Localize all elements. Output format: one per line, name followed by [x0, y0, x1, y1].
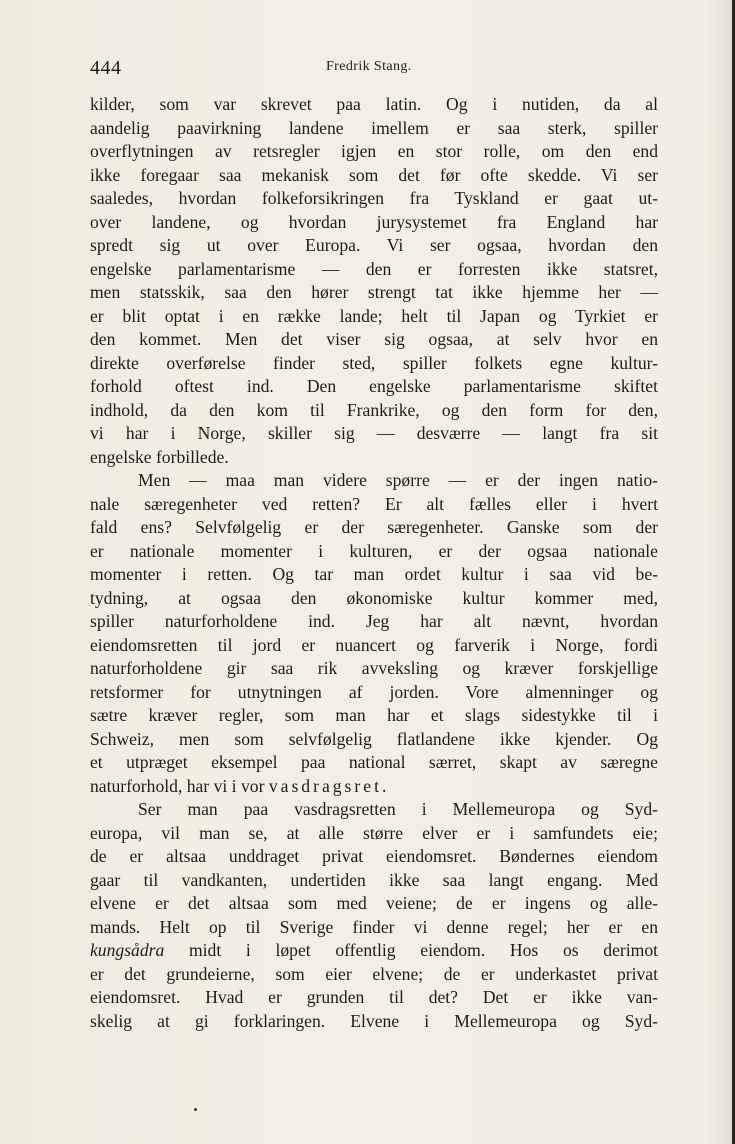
line-text: den kommet. Men det viser sig ogsaa, at selv hvor en	[90, 329, 658, 349]
text-line	[90, 563, 658, 587]
text-line	[90, 610, 658, 634]
line-text: spredt sig ut over Europa. Vi ser ogsaa, hvordan den	[90, 235, 658, 255]
text-line	[90, 422, 658, 446]
text-line	[90, 845, 658, 869]
text-line	[90, 258, 658, 282]
line-text: midt i løpet offentlig eiendom. Hos os derimot	[188, 940, 658, 960]
text-line	[90, 963, 658, 987]
line-text: naturforhold, har vi i vor	[90, 775, 265, 796]
text-line	[90, 775, 658, 799]
line-text: men statsskik, saa den hører strengt tat ikke hjemme her —	[90, 282, 658, 302]
page-number: 444	[90, 57, 122, 79]
line-text: tydning, at ogsaa den økonomiske kultur kommer med,	[90, 587, 658, 608]
line-text: Ser man paa vasdragsretten i Mellemeuropa og Syd-	[138, 799, 658, 819]
text-line	[90, 798, 658, 822]
line-text: vi har i Norge, skiller sig — desværre — langt fra sit	[90, 423, 658, 443]
ink-speck	[194, 1108, 197, 1111]
line-text: eiendomsret. Hvad er grunden til det? Det er ikke van-	[90, 987, 658, 1007]
text-line	[90, 822, 658, 846]
line-text: skelig at gi forklaringen. Elvene i Mellemeuropa og Syd-	[90, 1010, 658, 1031]
line-text: er det grundeierne, som eier elvene; de er underkastet privat	[90, 963, 658, 984]
text-line	[90, 399, 658, 423]
text-line	[90, 540, 658, 564]
text-line	[90, 352, 658, 376]
spaced-term: vasdragsret.	[268, 775, 390, 796]
text-line	[90, 187, 658, 211]
line-text: engelske parlamentarisme — den er forresten ikke statsret,	[90, 258, 658, 279]
line-text: fald ens? Selvfølgelig er der særegenheter. Ganske som der	[90, 517, 658, 537]
text-line	[90, 281, 658, 305]
text-line	[90, 1010, 658, 1034]
text-line	[90, 117, 658, 141]
line-text: er nationale momenter i kulturen, er der ogsaa nationale	[90, 540, 658, 561]
line-text: saaledes, hvordan folkeforsikringen fra Tyskland er gaat ut-	[90, 188, 658, 208]
text-line	[90, 986, 658, 1010]
text-line	[90, 681, 658, 705]
page-header	[90, 54, 643, 84]
line-text: overflytningen av retsregler igjen en stor rolle, om den end	[90, 141, 658, 161]
text-line	[90, 704, 658, 728]
text-line	[90, 469, 658, 493]
line-text: sætre kræver regler, som man har et slags sidestykke til i	[90, 705, 658, 725]
text-line	[90, 446, 658, 470]
line-text: et utpræget eksempel paa national særret, skapt av særegne	[90, 752, 658, 772]
italic-term: kungsådra	[90, 940, 165, 960]
text-line	[90, 140, 658, 164]
line-text: forhold oftest ind. Den engelske parlamentarisme skiftet	[90, 376, 658, 396]
body-text	[90, 93, 658, 1033]
line-text: Men — maa man videre spørre — er der ingen natio-	[138, 470, 658, 490]
text-line	[90, 93, 658, 117]
text-line	[90, 939, 658, 963]
text-line	[90, 728, 658, 752]
line-text: indhold, da den kom til Frankrike, og den form for den,	[90, 399, 658, 420]
line-text: nale særegenheter ved retten? Er alt fælles eller i hvert	[90, 493, 658, 514]
line-text: over landene, og hvordan jurysystemet fra England har	[90, 211, 658, 232]
text-line	[90, 211, 658, 235]
line-text: momenter i retten. Og tar man ordet kultur i saa vid be-	[90, 564, 658, 584]
text-line	[90, 751, 658, 775]
text-line	[90, 634, 658, 658]
text-line	[90, 892, 658, 916]
line-text: elvene er det altsaa som med veiene; de er ingens og alle-	[90, 893, 658, 913]
line-text: retsformer for utnytningen af jorden. Vore almenninger og	[90, 681, 658, 702]
text-line	[90, 516, 658, 540]
line-text: er blit optat i en række lande; helt til Japan og Tyrkiet er	[90, 305, 658, 326]
line-text: ikke foregaar saa mekanisk som det før ofte skedde. Vi ser	[90, 164, 658, 185]
line-text: mands. Helt op til Sverige finder vi denne regel; her er en	[90, 916, 658, 937]
line-text: kilder, som var skrevet paa latin. Og i nutiden, da al	[90, 94, 658, 114]
line-text: europa, vil man se, at alle større elver er i samfundets eie;	[90, 822, 658, 843]
text-line	[90, 869, 658, 893]
text-line	[90, 657, 658, 681]
text-line	[90, 305, 658, 329]
text-line	[90, 375, 658, 399]
line-text: naturforholdene gir saa rik avveksling og kræver forskjellige	[90, 658, 658, 678]
text-line	[90, 234, 658, 258]
text-line	[90, 916, 658, 940]
running-head: Fredrik Stang.	[326, 59, 412, 74]
text-line	[90, 164, 658, 188]
line-text: Schweiz, men som selvfølgelig flatlandene ikke kjender. Og	[90, 728, 658, 749]
text-line	[90, 328, 658, 352]
line-text: gaar til vandkanten, undertiden ikke saa langt engang. Med	[90, 869, 658, 890]
text-line	[90, 493, 658, 517]
line-text: spiller naturforholdene ind. Jeg har alt nævnt, hvordan	[90, 611, 658, 631]
line-text: eiendomsretten til jord er nuancert og farverik i Norge, fordi	[90, 634, 658, 655]
line-text: engelske forbillede.	[90, 446, 229, 467]
line-text: aandelig paavirkning landene imellem er saa sterk, spiller	[90, 117, 658, 138]
line-text: de er altsaa unddraget privat eiendomsret. Bøndernes eiendom	[90, 846, 658, 866]
text-line	[90, 587, 658, 611]
line-text: direkte overførelse finder sted, spiller folkets egne kultur-	[90, 352, 658, 373]
